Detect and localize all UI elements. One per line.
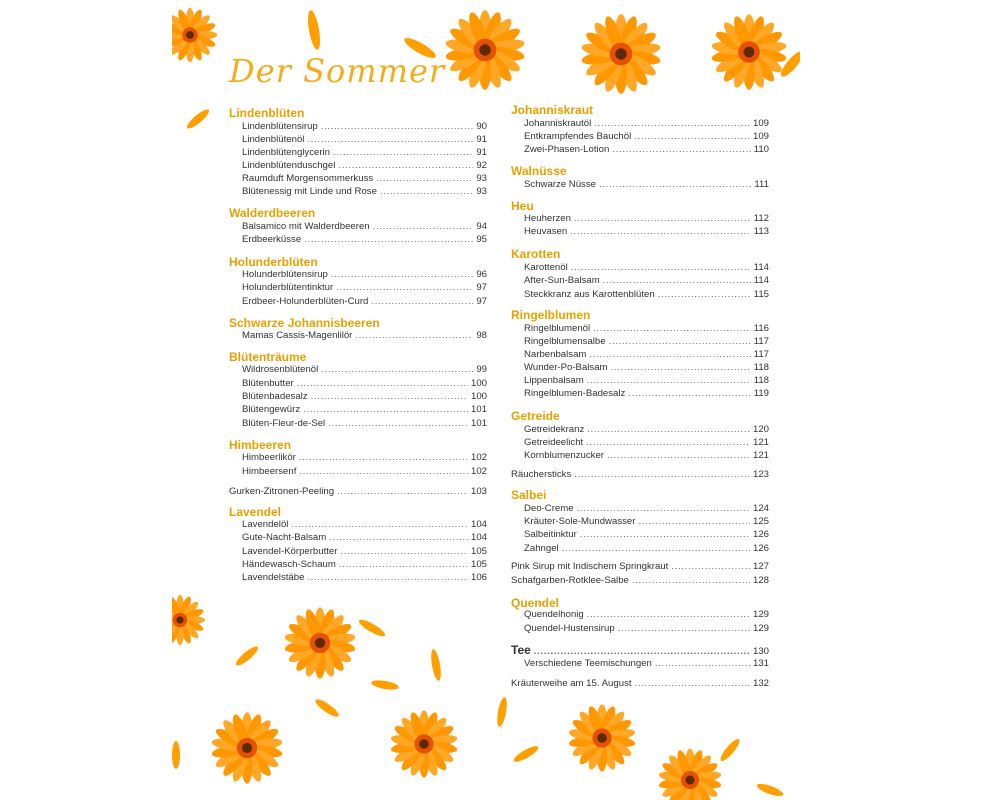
toc-entry [511,424,769,437]
dot-leader [373,221,474,232]
toc-entry [511,213,769,226]
section-heading: Lavendel [229,505,282,519]
toc-entry-page: 111 [754,179,769,190]
dot-leader [562,543,750,554]
toc-entry [511,658,769,671]
toc-entry-label: Gute-Nacht-Balsam [242,532,327,543]
toc-entry-label: Ringelblumen-Badesalz [524,388,626,399]
section-heading: Walderdbeeren [229,206,316,220]
toc-entry [511,643,769,656]
toc-entry-page: 120 [752,424,769,435]
toc-entry-label: Heuherzen [524,213,571,224]
dot-leader [329,532,468,543]
toc-entry [511,144,769,157]
toc-entry [229,330,487,343]
toc-entry [229,391,487,404]
toc-entry-label: Karottenöl [524,262,568,273]
dot-leader [380,186,473,197]
section-heading: Karotten [511,247,561,261]
dot-leader [328,418,468,429]
toc-entry-page: 94 [476,221,487,232]
section-heading: Getreide [511,409,560,423]
section-heading: Lindenblüten [229,106,305,120]
toc-entry-page: 126 [752,529,769,540]
toc-entry-label: Tee [511,643,531,657]
toc-entry-label: Wunder-Po-Balsam [524,362,608,373]
toc-entry [511,609,769,622]
toc-entry-label: Pink Sirup mit Indischem Springkraut [511,561,669,572]
toc-entry [229,532,487,545]
dot-leader [607,450,750,461]
dot-leader [307,572,468,583]
toc-entry [511,623,769,636]
dot-leader [307,134,473,145]
toc-entry [229,282,487,295]
toc-entry [229,486,487,499]
toc-entry-page: 114 [753,262,769,273]
toc-entry [511,437,769,450]
toc-entry [511,349,769,362]
dot-leader [333,147,473,158]
toc-entry-label: Deo-Creme [524,503,574,514]
toc-entry-label: Himbeerlikör [242,452,296,463]
section-heading: Quendel [511,596,560,610]
toc-entry-page: 131 [752,658,769,669]
toc-entry-page: 91 [476,147,487,158]
dot-leader [297,378,468,389]
toc-entry-label: Blütenbutter [242,378,294,389]
dot-leader [638,516,750,527]
section-heading: Himbeeren [229,438,292,452]
section-heading: Holunderblüten [229,255,318,269]
dot-leader [340,546,468,557]
dot-leader [655,658,750,669]
dot-leader [609,336,751,347]
section-heading: Walnüsse [511,164,567,178]
dot-leader [338,160,473,171]
toc-entry-label: Lavendelstäbe [242,572,305,583]
toc-entry-label: Lavendel-Körperbutter [242,546,338,557]
toc-entry-label: After-Sun-Balsam [524,275,600,286]
toc-entry [229,269,487,282]
dot-leader [337,486,468,497]
toc-entry-page: 93 [476,173,487,184]
toc-entry-page: 90 [476,121,487,132]
toc-entry-page: 127 [752,561,769,572]
toc-entry-page: 132 [752,678,769,689]
toc-entry-label: Heuvasen [524,226,568,237]
toc-entry [229,546,487,559]
toc-entry-page: 110 [753,144,769,155]
toc-entry-label: Blüten-Fleur-de-Sel [242,418,326,429]
dot-leader [612,144,750,155]
toc-entry-label: Schafgarben-Rotklee-Salbe [511,575,629,586]
toc-entry-page: 129 [752,623,769,634]
toc-entry [511,543,769,556]
section-heading: Heu [511,199,534,213]
toc-entry-page: 103 [470,486,487,497]
toc-entry-label: Lindenblütenduschgel [242,160,336,171]
toc-entry-label: Gurken-Zitronen-Peeling [229,486,335,497]
toc-entry-page: 126 [752,543,769,554]
toc-entry [229,134,487,147]
toc-entry [229,234,487,247]
toc-entry-page: 116 [753,323,769,334]
dot-leader [291,519,468,530]
toc-entry-label: Entkrampfendes Bauchöl [524,131,632,142]
toc-entry-page: 114 [753,275,769,286]
toc-entry-page: 121 [752,450,769,461]
dot-leader [632,575,750,586]
toc-entry-page: 124 [752,503,769,514]
dot-leader [593,323,751,334]
section-heading: Blütenträume [229,350,307,364]
dot-leader [611,362,751,373]
toc-entry [511,469,769,482]
toc-entry [511,561,769,574]
toc-entry-page: 115 [753,289,769,300]
dot-leader [574,213,751,224]
toc-entry [229,466,487,479]
toc-entry [229,364,487,377]
dot-leader [587,609,750,620]
dot-leader [570,226,751,237]
toc-entry-label: Himbeersenf [242,466,297,477]
toc-entry-label: Mamas Cassis-Magenlilör [242,330,353,341]
toc-entry [229,452,487,465]
section-heading: Salbei [511,488,547,502]
dot-leader [331,269,473,280]
toc-entry-label: Narbenbalsam [524,349,587,360]
toc-entry-label: Erdbeer-Holunderblüten-Curd [242,296,369,307]
toc-entry-label: Balsamico mit Walderdbeeren [242,221,370,232]
section-heading: Ringelblumen [511,308,591,322]
toc-entry-page: 129 [752,609,769,620]
toc-entry [229,572,487,585]
toc-entry [229,173,487,186]
toc-entry [229,121,487,134]
dot-leader [321,121,474,132]
dot-leader [355,330,473,341]
toc-entry-page: 92 [476,160,487,171]
dot-leader [534,646,750,657]
toc-entry-label: Raumduft Morgensommerkuss [242,173,374,184]
toc-entry-page: 97 [476,296,487,307]
toc-entry [511,375,769,388]
toc-entry [229,404,487,417]
toc-entry [229,160,487,173]
toc-entry [511,503,769,516]
dot-leader [574,469,750,480]
toc-entry-label: Holunderblütensirup [242,269,328,280]
toc-entry-label: Steckkranz aus Karottenblüten [524,289,655,300]
dot-leader [587,424,750,435]
toc-entry [511,131,769,144]
toc-entry-label: Lindenblütensirup [242,121,318,132]
toc-entry-label: Lippenbalsam [524,375,584,386]
toc-entry [511,388,769,401]
toc-entry-page: 102 [470,452,487,463]
toc-entry-label: Ringelblumensalbe [524,336,606,347]
toc-entry-page: 99 [476,364,487,375]
toc-entry-page: 101 [470,404,487,415]
toc-entry-page: 130 [752,646,769,657]
toc-entry-page: 125 [752,516,769,527]
toc-entry [229,378,487,391]
toc-entry-label: Quendel-Hustensirup [524,623,615,634]
toc-entry-label: Zahngel [524,543,559,554]
toc-entry-page: 118 [753,375,769,386]
toc-entry [511,262,769,275]
dot-leader [371,296,473,307]
toc-entry-page: 118 [753,362,769,373]
dot-leader [321,364,473,375]
toc-entry-label: Quendelhonig [524,609,584,620]
toc-entry-page: 98 [476,330,487,341]
toc-entry-label: Holunderblütentinktur [242,282,334,293]
toc-entry [229,221,487,234]
toc-entry-label: Händewasch-Schaum [242,559,336,570]
toc-entry-label: Schwarze Nüsse [524,179,596,190]
dot-leader [634,131,750,142]
dot-leader [589,349,750,360]
dot-leader [339,559,468,570]
toc-entry [511,336,769,349]
toc-entry [511,118,769,131]
toc-entry [229,559,487,572]
toc-entry [511,362,769,375]
dot-leader [671,561,750,572]
dot-leader [586,437,750,448]
dot-leader [571,262,751,273]
toc-entry-label: Blütengewürz [242,404,301,415]
toc-entry-page: 91 [476,134,487,145]
toc-entry [511,678,769,691]
toc-entry [229,519,487,532]
toc-entry-page: 97 [476,282,487,293]
toc-entry-label: Kräuterweihe am 15. August [511,678,632,689]
dot-leader [603,275,751,286]
toc-entry-page: 100 [470,391,487,402]
toc-entry-page: 104 [470,519,487,530]
toc-entry [511,226,769,239]
toc-entry-page: 102 [470,466,487,477]
dot-leader [303,404,468,415]
toc-entry [229,418,487,431]
toc-entry-page: 109 [752,118,769,129]
toc-entry [511,179,769,192]
toc-entry-label: Verschiedene Teemischungen [524,658,652,669]
dot-leader [336,282,473,293]
toc-entry-label: Erdbeerküsse [242,234,302,245]
toc-entry-page: 93 [476,186,487,197]
toc-entry-page: 105 [470,559,487,570]
toc-entry [511,275,769,288]
toc-entry-page: 113 [753,226,769,237]
toc-entry-label: Blütenbadesalz [242,391,308,402]
toc-entry-label: Zwei-Phasen-Lotion [524,144,610,155]
dot-leader [618,623,750,634]
dot-leader [658,289,751,300]
dot-leader [311,391,468,402]
toc-entry [229,296,487,309]
dot-leader [299,452,468,463]
dot-leader [580,529,750,540]
toc-entry-page: 119 [753,388,769,399]
toc-entry-page: 112 [753,213,769,224]
dot-leader [594,118,750,129]
toc-entry-page: 123 [752,469,769,480]
toc-entry-label: Wildrosenblütenöl [242,364,319,375]
toc-entry-page: 101 [470,418,487,429]
toc-entry-label: Getreideelicht [524,437,584,448]
toc-entry-label: Kräuter-Sole-Mundwasser [524,516,636,527]
toc-entry [229,147,487,160]
toc-entry-page: 105 [470,546,487,557]
toc-entry-page: 106 [470,572,487,583]
section-heading: Johanniskraut [511,103,594,117]
toc-entry-page: 117 [753,336,769,347]
toc-entry-page: 96 [476,269,487,280]
toc-entry-page: 104 [470,532,487,543]
toc-entry [511,289,769,302]
dot-leader [599,179,751,190]
toc-entry-page: 121 [752,437,769,448]
toc-entry [511,575,769,588]
toc-entry-page: 95 [476,234,487,245]
dot-leader [376,173,473,184]
toc-entry-label: Salbeitinktur [524,529,577,540]
toc-entry [511,450,769,463]
toc-entry-label: Kornblumenzucker [524,450,604,461]
dot-leader [299,466,468,477]
toc-entry [511,323,769,336]
toc-entry [511,516,769,529]
toc-entry [229,186,487,199]
toc-entry-label: Lavendelöl [242,519,289,530]
section-heading: Schwarze Johannisbeeren [229,316,380,330]
toc-entry-page: 117 [753,349,769,360]
toc-entry-label: Lindenblütenöl [242,134,305,145]
dot-leader [587,375,751,386]
page-title: Der Sommer [229,52,446,90]
toc-entry-label: Lindenblütenglycerin [242,147,331,158]
dot-leader [628,388,750,399]
dot-leader [635,678,750,689]
toc-entry-page: 128 [752,575,769,586]
toc-entry-label: Blütenessig mit Linde und Rose [242,186,377,197]
toc-entry-label: Räuchersticks [511,469,572,480]
toc-entry-label: Ringelblumenöl [524,323,591,334]
toc-entry-label: Johanniskrautöl [524,118,592,129]
toc-entry [511,529,769,542]
dot-leader [577,503,750,514]
toc-entry-page: 100 [470,378,487,389]
toc-entry-page: 109 [752,131,769,142]
toc-entry-label: Getreidekranz [524,424,585,435]
dot-leader [304,234,473,245]
